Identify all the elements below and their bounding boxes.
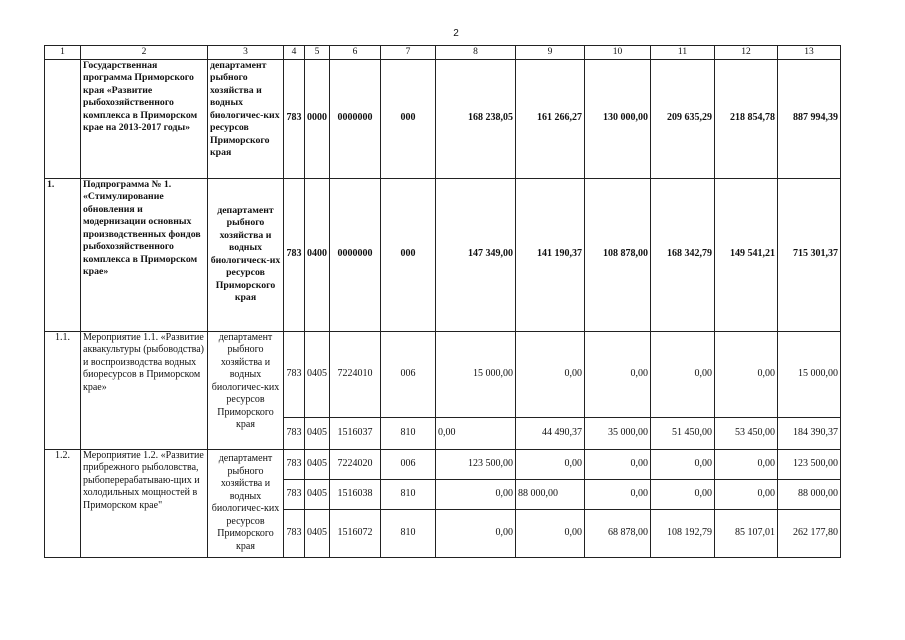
cell-rz: 0405 bbox=[305, 417, 330, 449]
row-number: 1.2. bbox=[45, 449, 81, 557]
cell-rz: 0000 bbox=[305, 59, 330, 178]
header-row bbox=[45, 46, 841, 60]
cell-value: 0,00 bbox=[585, 479, 651, 509]
page-number: 2 bbox=[453, 28, 459, 39]
cell-value: 0,00 bbox=[651, 479, 715, 509]
cell-vr: 810 bbox=[381, 509, 436, 557]
cell-value: 168 342,79 bbox=[651, 178, 715, 331]
cell-value: 0,00 bbox=[516, 331, 585, 417]
cell-rz: 0405 bbox=[305, 449, 330, 479]
budget-table bbox=[44, 45, 841, 558]
cell-vr: 006 bbox=[381, 331, 436, 417]
cell-vr: 810 bbox=[381, 417, 436, 449]
cell-grbs: 783 bbox=[284, 449, 305, 479]
cell-value: 0,00 bbox=[715, 479, 778, 509]
cell-rz: 0400 bbox=[305, 178, 330, 331]
row-department: департамент рыбного хозяйства и водных биологическ-их ресурсов Приморского края bbox=[208, 178, 284, 331]
cell-csr: 1516072 bbox=[330, 509, 381, 557]
cell-csr: 7224010 bbox=[330, 331, 381, 417]
cell-value: 44 490,37 bbox=[516, 417, 585, 449]
col-header: 12 bbox=[715, 46, 778, 60]
col-header: 7 bbox=[381, 46, 436, 60]
cell-value: 887 994,39 bbox=[778, 59, 841, 178]
cell-grbs: 783 bbox=[284, 479, 305, 509]
row-name: Подпрограмма № 1. «Стимулирование обновления и модернизации основных производственных фондов рыбохозяйственного комплекса в Приморском крае» bbox=[81, 178, 208, 331]
cell-csr: 0000000 bbox=[330, 59, 381, 178]
cell-grbs: 783 bbox=[284, 59, 305, 178]
cell-value: 85 107,01 bbox=[715, 509, 778, 557]
cell-value: 53 450,00 bbox=[715, 417, 778, 449]
cell-value: 0,00 bbox=[516, 449, 585, 479]
cell-csr: 7224020 bbox=[330, 449, 381, 479]
cell-value: 0,00 bbox=[436, 479, 516, 509]
cell-value: 0,00 bbox=[585, 449, 651, 479]
cell-grbs: 783 bbox=[284, 178, 305, 331]
col-header: 9 bbox=[516, 46, 585, 60]
row-name: Государственная программа Приморского края «Развитие рыбохозяйственного комплекса в Приморском крае на 2013-2017 годы» bbox=[81, 59, 208, 178]
row-number: 1. bbox=[45, 178, 81, 331]
cell-value: 68 878,00 bbox=[585, 509, 651, 557]
cell-grbs: 783 bbox=[284, 509, 305, 557]
cell-value: 0,00 bbox=[651, 449, 715, 479]
row-department: департамент рыбного хозяйства и водных биологичес-ких ресурсов Приморского края bbox=[208, 331, 284, 449]
cell-value: 108 878,00 bbox=[585, 178, 651, 331]
row-number: 1.1. bbox=[45, 331, 81, 449]
cell-csr: 1516037 bbox=[330, 417, 381, 449]
cell-value: 15 000,00 bbox=[778, 331, 841, 417]
cell-value: 184 390,37 bbox=[778, 417, 841, 449]
table-row-subprogram bbox=[45, 178, 841, 331]
cell-value: 262 177,80 bbox=[778, 509, 841, 557]
col-header: 3 bbox=[208, 46, 284, 60]
cell-value: 0,00 bbox=[651, 331, 715, 417]
cell-value: 51 450,00 bbox=[651, 417, 715, 449]
cell-value: 123 500,00 bbox=[778, 449, 841, 479]
row-department: департамент рыбного хозяйства и водных биологичес-ких ресурсов Приморского края bbox=[208, 59, 284, 178]
cell-value: 0,00 bbox=[436, 509, 516, 557]
cell-vr: 000 bbox=[381, 59, 436, 178]
cell-value: 0,00 bbox=[436, 417, 516, 449]
cell-value: 715 301,37 bbox=[778, 178, 841, 331]
col-header: 5 bbox=[305, 46, 330, 60]
cell-value: 141 190,37 bbox=[516, 178, 585, 331]
cell-vr: 810 bbox=[381, 479, 436, 509]
cell-value: 147 349,00 bbox=[436, 178, 516, 331]
cell-value: 88 000,00 bbox=[516, 479, 585, 509]
cell-value: 218 854,78 bbox=[715, 59, 778, 178]
cell-value: 88 000,00 bbox=[778, 479, 841, 509]
row-name: Мероприятие 1.1. «Развитие аквакультуры (рыбоводства) и воспроизводства водных биоресурсов в Приморском крае» bbox=[81, 331, 208, 449]
cell-grbs: 783 bbox=[284, 417, 305, 449]
cell-value: 161 266,27 bbox=[516, 59, 585, 178]
cell-value: 149 541,21 bbox=[715, 178, 778, 331]
cell-vr: 000 bbox=[381, 178, 436, 331]
col-header: 1 bbox=[45, 46, 81, 60]
cell-rz: 0405 bbox=[305, 479, 330, 509]
table-row-program bbox=[45, 59, 841, 178]
cell-value: 108 192,79 bbox=[651, 509, 715, 557]
cell-value: 0,00 bbox=[715, 449, 778, 479]
col-header: 10 bbox=[585, 46, 651, 60]
cell-value: 209 635,29 bbox=[651, 59, 715, 178]
cell-value: 15 000,00 bbox=[436, 331, 516, 417]
row-number bbox=[45, 59, 81, 178]
cell-vr: 006 bbox=[381, 449, 436, 479]
cell-csr: 0000000 bbox=[330, 178, 381, 331]
cell-csr: 1516038 bbox=[330, 479, 381, 509]
table-row-event-1-2 bbox=[45, 449, 841, 479]
cell-value: 0,00 bbox=[715, 331, 778, 417]
col-header: 4 bbox=[284, 46, 305, 60]
col-header: 13 bbox=[778, 46, 841, 60]
cell-value: 35 000,00 bbox=[585, 417, 651, 449]
col-header: 2 bbox=[81, 46, 208, 60]
cell-rz: 0405 bbox=[305, 331, 330, 417]
col-header: 11 bbox=[651, 46, 715, 60]
col-header: 6 bbox=[330, 46, 381, 60]
cell-value: 168 238,05 bbox=[436, 59, 516, 178]
table-row-event-1-1 bbox=[45, 331, 841, 417]
row-department: департамент рыбного хозяйства и водных биологичес-ких ресурсов Приморского края bbox=[208, 449, 284, 557]
cell-grbs: 783 bbox=[284, 331, 305, 417]
cell-value: 0,00 bbox=[516, 509, 585, 557]
cell-rz: 0405 bbox=[305, 509, 330, 557]
cell-value: 123 500,00 bbox=[436, 449, 516, 479]
col-header: 8 bbox=[436, 46, 516, 60]
row-name: Мероприятие 1.2. «Развитие прибрежного рыболовства, рыбоперерабатываю-щих и холодильных мощностей в Приморском крае" bbox=[81, 449, 208, 557]
cell-value: 0,00 bbox=[585, 331, 651, 417]
cell-value: 130 000,00 bbox=[585, 59, 651, 178]
